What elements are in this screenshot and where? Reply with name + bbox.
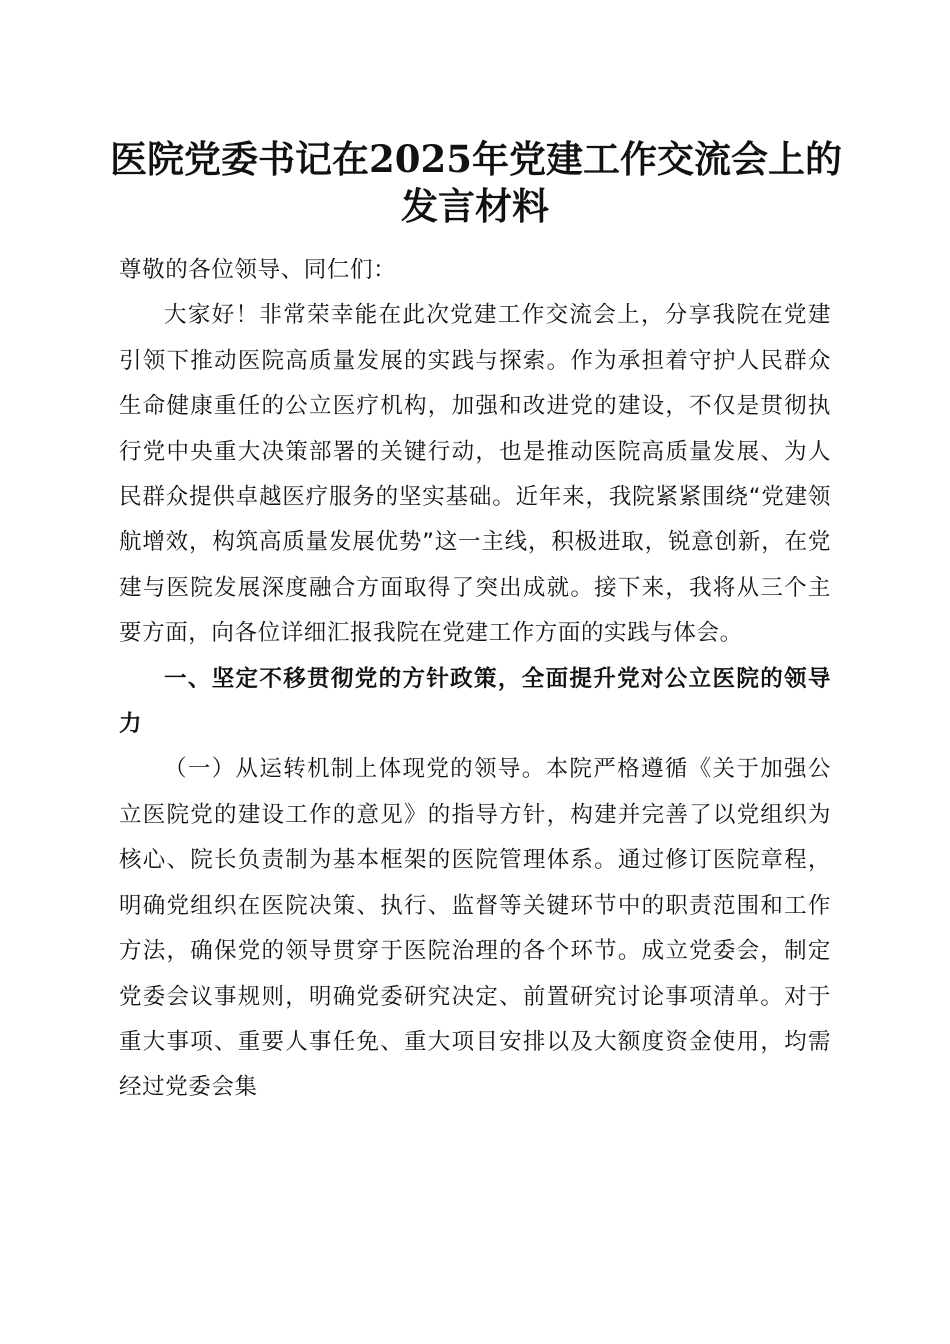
opening-paragraph: 大家好！非常荣幸能在此次党建工作交流会上，分享我院在党建引领下推动医院高质量发展的实践与探索。作为承担着守护人民群众生命健康重任的公立医疗机构，加强和改进党的建设，不仅是贯彻执行党中央重大决策部署的关键行动，也是推动医院高质量发展、为人民群众提供卓越医疗服务的坚实基础。近年来，我院紧紧围绕“党建领航增效，构筑高质量发展优势”这一主线，积极进取，锐意创新，在党建与医院发展深度融合方面取得了突出成就。接下来，我将从三个主要方面，向各位详细汇报我院在党建工作方面的实践与体会。 [119, 302, 831, 647]
salutation: 尊敬的各位领导、同仁们： [119, 257, 397, 283]
section-heading-1: 一、坚定不移贯彻党的方针政策，全面提升党对公立医院的领导力 [119, 665, 831, 738]
document-body [119, 248, 831, 1111]
document-title-line-1: 医院党委书记在2025年党建工作交流会上的 [110, 137, 842, 181]
subsection-paragraph-1: （一）从运转机制上体现党的领导。本院严格遵循《关于加强公立医院党的建设工作的意见》的指导方针，构建并完善了以党组织为核心、院长负责制为基本框架的医院管理体系。通过修订医院章程，明确党组织在医院决策、执行、监督等关键环节中的职责范围和工作方法，确保党的领导贯穿于医院治理的各个环节。成立党委会，制定党委会议事规则，明确党委研究决定、前置研究讨论事项清单。对于重大事项、重要人事任免、重大项目安排以及大额度资金使用，均需经过党委会集 [119, 756, 831, 1101]
document-title-line-2: 发言材料 [401, 184, 549, 228]
